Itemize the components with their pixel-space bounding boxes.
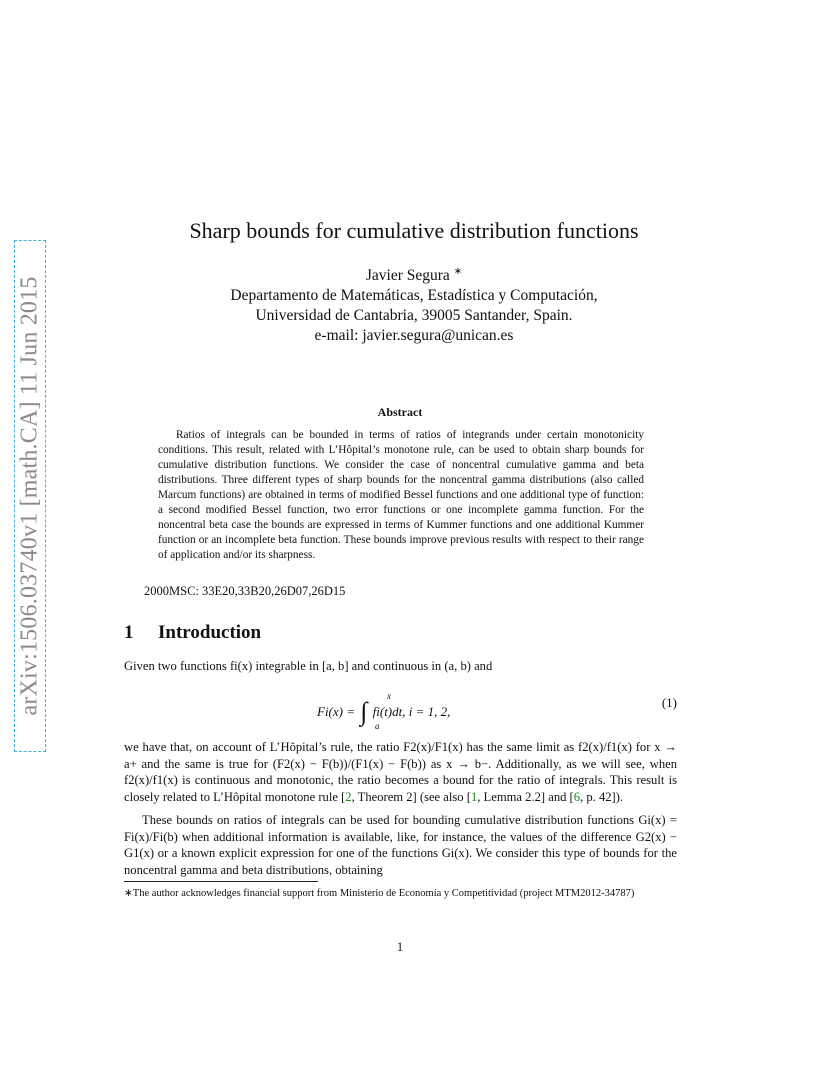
section-number: 1 (124, 622, 134, 643)
author-email[interactable]: e-mail: javier.segura@unican.es (314, 327, 514, 345)
author-footnote-mark: ∗ (453, 266, 463, 277)
paragraph-2-text-b: , Theorem 2] (see also [ (351, 789, 471, 804)
equation-rhs: fi(t)dt, i = 1, 2, (372, 704, 451, 719)
arxiv-identifier[interactable]: arXiv:1506.03740v1 [math.CA] 11 Jun 2015 (16, 276, 43, 716)
page-number: 1 (396, 940, 404, 954)
paragraph-3: These bounds on ratios of integrals can be used for bounding cumulative distribution functions Gi(x) = Fi(x)/Fi(b) when additional information is available, like, for instance, the values of the difference G2(x) − G1(x) or a known explicit expression for one of the functions Gi(x). We consider this type of bounds for the noncentral gamma and beta distributions, obtaining (124, 813, 677, 877)
integral-lower-limit: a (375, 721, 380, 731)
equation-lhs: Fi(x) = (317, 704, 356, 719)
affiliation-line-2: Universidad de Cantabria, 39005 Santander, Spain. (255, 307, 573, 325)
footnote-divider (124, 881, 318, 882)
abstract-heading: Abstract (377, 405, 423, 419)
paragraph-2-text-a: we have that, on account of L’Hôpital’s rule, the ratio F2(x)/F1(x) has the same limit as f2(x)/f1(x) for x → a+ and the same is true for (F2(x) − F(b))/(F1(x) − F(b)) as x → b−. Additionally, as we will see, when f2(x)/f1(x) is continuous and monotonic, the ratio becomes a bound for the ratio of integrals. This result is closely related to L’Hôpital monotone rule [ (124, 740, 677, 804)
author-block (0, 262, 828, 346)
section-title: Introduction (158, 622, 262, 643)
footnote: ∗The author acknowledges financial support from Ministerio de Economía y Competitividad (project MTM2012-34787) (124, 888, 635, 899)
paragraph-1: Given two functions fi(x) integrable in [a, b] and continuous in (a, b) and (124, 659, 493, 673)
affiliation-line-1: Departamento de Matemáticas, Estadística y Computación, (230, 287, 598, 305)
integral-upper-limit: x (387, 691, 391, 701)
equation-body (317, 691, 451, 731)
equation-1 (124, 683, 677, 731)
citation-link-1[interactable]: 1 (470, 789, 478, 804)
msc-classification: 2000MSC: 33E20,33B20,26D07,26D15 (144, 584, 346, 598)
integral-sign: ∫ (360, 697, 368, 726)
equation-number: (1) (661, 695, 677, 710)
paper-title: Sharp bounds for cumulative distribution functions (189, 218, 639, 243)
citation-link-6[interactable]: 6 (573, 789, 581, 804)
author-line (0, 262, 828, 286)
citation-link-2[interactable]: 2 (345, 789, 352, 804)
paragraph-2-text-d: , p. 42]). (580, 789, 624, 804)
section-heading (124, 622, 261, 644)
author-name: Javier Segura (365, 267, 450, 285)
paragraph-2-text-c: , Lemma 2.2] and [ (477, 789, 574, 804)
abstract-text: Ratios of integrals can be bounded in terms of ratios of integrands under certain monotonicity conditions. This result, related with L’Hôpital’s monotone rule, can be used to obtain sharp bounds for cumulative distribution functions. We consider the case of noncentral cumulative gamma and beta distributions. Three different types of sharp bounds for the noncentral gamma distributions (also called Marcum functions) are obtained in terms of modified Bessel functions and one additional type of function: a second modified Bessel function, two error functions or one incomplete gamma function. For the noncentral beta case the bounds are expressed in terms of Kummer functions and one additional Kummer function or an incomplete beta function. These bounds improve previous results with respect to their range of application and/or its sharpness. (158, 429, 644, 561)
paragraph-2 (124, 739, 677, 805)
